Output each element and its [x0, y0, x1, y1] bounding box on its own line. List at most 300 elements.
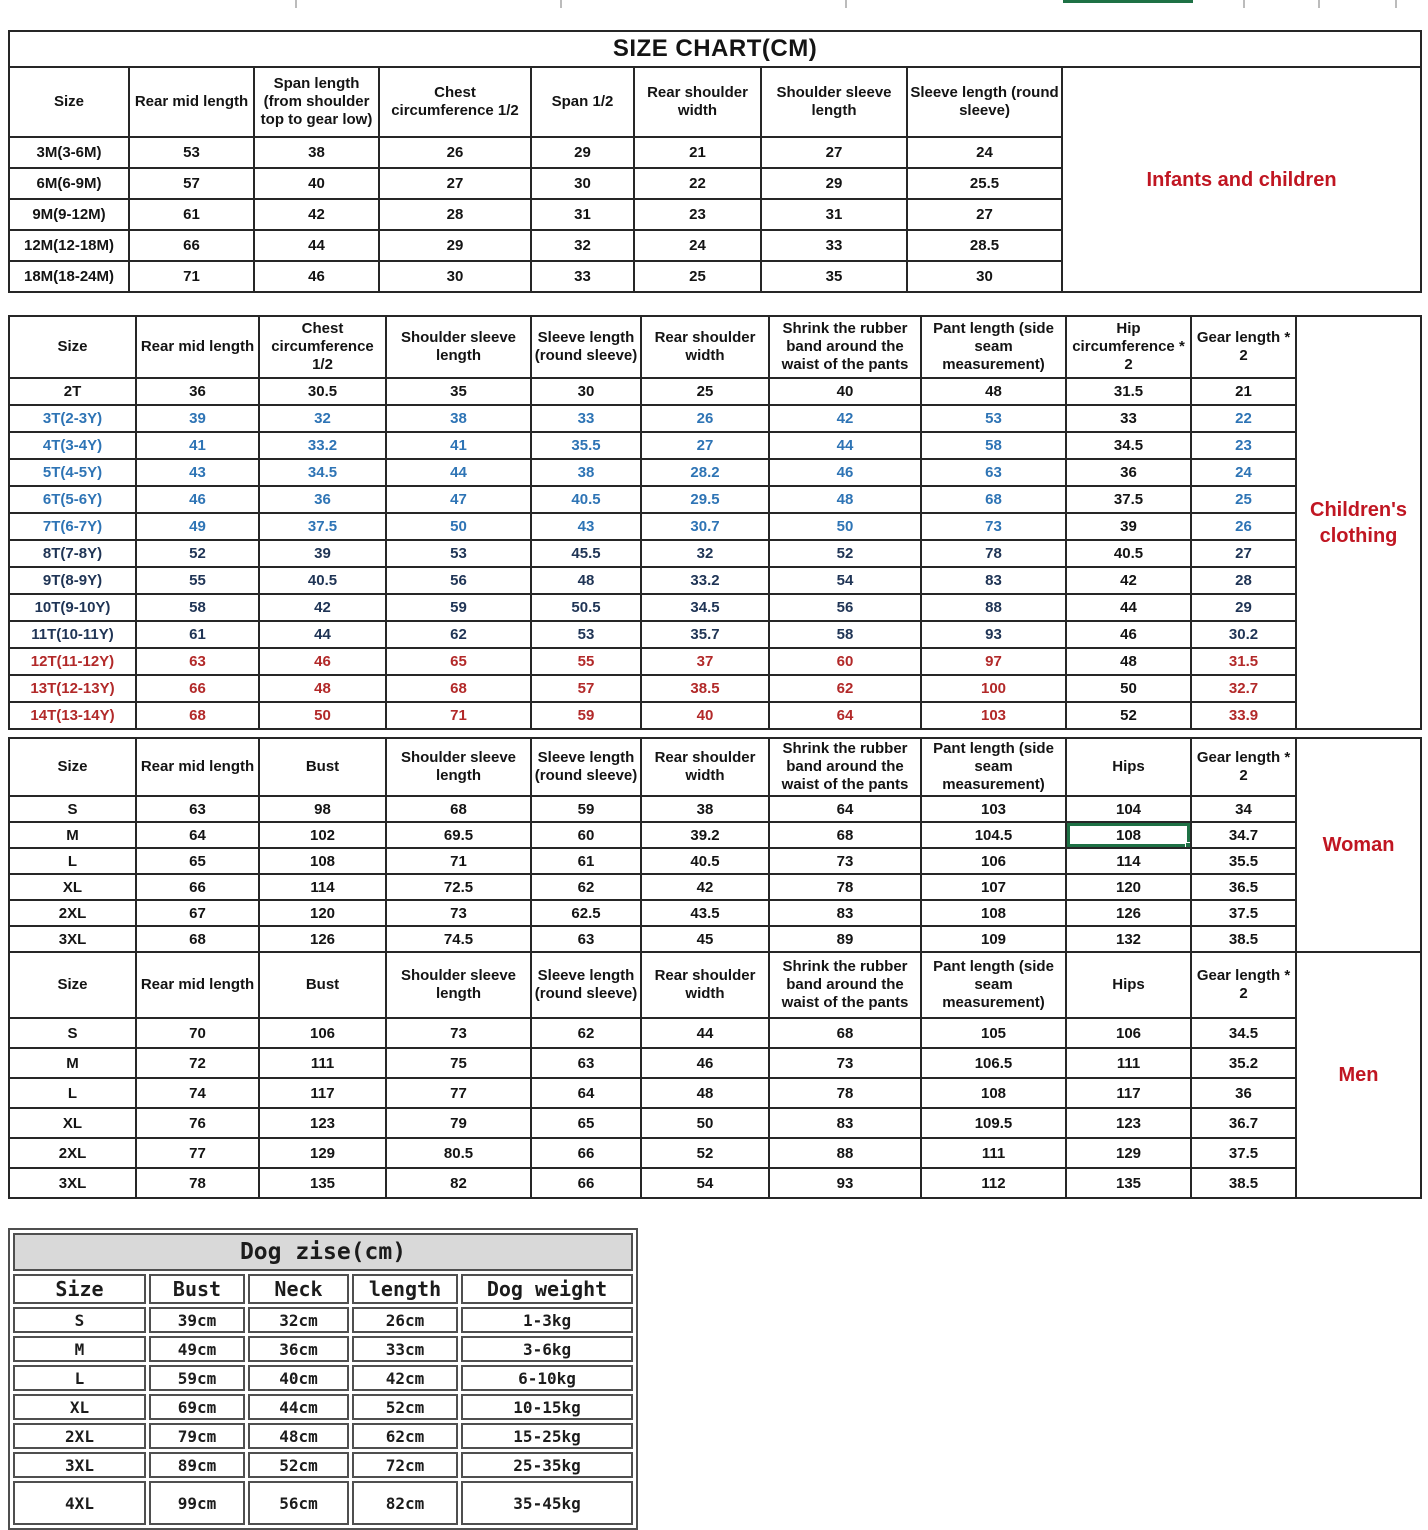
value-cell: 100 — [921, 675, 1066, 702]
value-cell: 135 — [259, 1168, 386, 1198]
value-cell: 78 — [769, 874, 921, 900]
value-cell: 98 — [259, 796, 386, 822]
column-header: Pant length (side seam measurement) — [921, 952, 1066, 1018]
value-cell: 26 — [641, 405, 769, 432]
value-cell: 28.2 — [641, 459, 769, 486]
value-cell: 44 — [1066, 594, 1191, 621]
table-row — [13, 1307, 633, 1333]
value-cell: 22 — [634, 168, 761, 199]
dog-size-table — [8, 1228, 638, 1530]
value-cell: 36.7 — [1191, 1108, 1296, 1138]
children-size-table — [8, 315, 1422, 730]
value-cell: 123 — [259, 1108, 386, 1138]
value-cell: 37.5 — [1191, 900, 1296, 926]
table-row — [9, 796, 1421, 822]
value-cell: 46 — [136, 486, 259, 513]
value-cell: 59 — [386, 594, 531, 621]
value-cell: 52 — [769, 540, 921, 567]
size-cell: S — [9, 796, 136, 822]
value-cell: 34 — [1191, 796, 1296, 822]
value-cell: 57 — [129, 168, 254, 199]
value-cell: 46 — [1066, 621, 1191, 648]
value-cell: 69cm — [149, 1394, 245, 1420]
value-cell: 74.5 — [386, 926, 531, 952]
value-cell: 104 — [1066, 796, 1191, 822]
value-cell: 58 — [136, 594, 259, 621]
gridline-tick — [1318, 0, 1320, 8]
size-cell: 6M(6-9M) — [9, 168, 129, 199]
value-cell: 58 — [769, 621, 921, 648]
size-cell: 13T(12-13Y) — [9, 675, 136, 702]
size-cell: XL — [9, 874, 136, 900]
value-cell: 73 — [769, 1048, 921, 1078]
value-cell: 43.5 — [641, 900, 769, 926]
size-cell: 18M(18-24M) — [9, 261, 129, 292]
size-cell: XL — [13, 1394, 146, 1420]
column-header: Gear length * 2 — [1191, 316, 1296, 378]
table-row — [9, 67, 1421, 137]
value-cell: 97 — [921, 648, 1066, 675]
value-cell: 63 — [531, 926, 641, 952]
value-cell: 46 — [254, 261, 379, 292]
value-cell: 50 — [641, 1108, 769, 1138]
value-cell: 109.5 — [921, 1108, 1066, 1138]
value-cell: 135 — [1066, 1168, 1191, 1198]
value-cell: 78 — [136, 1168, 259, 1198]
table-row — [13, 1336, 633, 1362]
size-cell: M — [13, 1336, 146, 1362]
column-header: Rear shoulder width — [641, 316, 769, 378]
value-cell: 111 — [1066, 1048, 1191, 1078]
children-size-table-container — [8, 315, 1422, 730]
dog-table-title: Dog zise(cm) — [13, 1233, 633, 1271]
column-header: Shrink the rubber band around the waist of the pants — [769, 952, 921, 1018]
category-label-children: Children's clothing — [1296, 316, 1421, 729]
value-cell: 71 — [386, 848, 531, 874]
table-row — [13, 1452, 633, 1478]
table-row — [9, 621, 1421, 648]
value-cell: 33 — [531, 261, 634, 292]
value-cell: 108 — [921, 1078, 1066, 1108]
size-cell: L — [9, 848, 136, 874]
value-cell: 48 — [921, 378, 1066, 405]
value-cell: 73 — [386, 1018, 531, 1048]
value-cell: 52cm — [352, 1394, 458, 1420]
value-cell: 48 — [1066, 648, 1191, 675]
value-cell: 68 — [386, 675, 531, 702]
value-cell: 48 — [531, 567, 641, 594]
value-cell: 30.2 — [1191, 621, 1296, 648]
value-cell: 112 — [921, 1168, 1066, 1198]
value-cell: 34.5 — [259, 459, 386, 486]
value-cell: 62cm — [352, 1423, 458, 1449]
value-cell: 68 — [136, 926, 259, 952]
value-cell: 43 — [531, 513, 641, 540]
value-cell: 65 — [136, 848, 259, 874]
size-cell: 9M(9-12M) — [9, 199, 129, 230]
value-cell: 42cm — [352, 1365, 458, 1391]
value-cell: 75 — [386, 1048, 531, 1078]
value-cell: 38.5 — [1191, 926, 1296, 952]
value-cell: 114 — [259, 874, 386, 900]
value-cell: 68 — [769, 1018, 921, 1048]
column-header: Bust — [259, 952, 386, 1018]
value-cell: 73 — [386, 900, 531, 926]
value-cell: 62 — [769, 675, 921, 702]
value-cell: 83 — [769, 1108, 921, 1138]
gridline-tick — [845, 0, 847, 8]
value-cell: 24 — [907, 137, 1062, 168]
value-cell: 27 — [1191, 540, 1296, 567]
table-row — [13, 1365, 633, 1391]
column-header: length — [352, 1274, 458, 1304]
value-cell: 33 — [761, 230, 907, 261]
value-cell: 44cm — [248, 1394, 349, 1420]
value-cell: 57 — [531, 675, 641, 702]
value-cell: 89 — [769, 926, 921, 952]
value-cell: 68 — [386, 796, 531, 822]
value-cell: 88 — [769, 1138, 921, 1168]
value-cell: 31.5 — [1066, 378, 1191, 405]
value-cell: 6-10kg — [461, 1365, 633, 1391]
value-cell: 129 — [259, 1138, 386, 1168]
value-cell: 35.7 — [641, 621, 769, 648]
table-row — [9, 594, 1421, 621]
value-cell: 66 — [136, 675, 259, 702]
size-cell: 2XL — [9, 900, 136, 926]
column-header: Gear length * 2 — [1191, 738, 1296, 796]
value-cell: 35.5 — [1191, 848, 1296, 874]
value-cell: 108 — [259, 848, 386, 874]
value-cell: 99cm — [149, 1481, 245, 1525]
value-cell: 30 — [531, 378, 641, 405]
value-cell: 59 — [531, 796, 641, 822]
column-header: Neck — [248, 1274, 349, 1304]
value-cell: 63 — [136, 648, 259, 675]
value-cell: 3-6kg — [461, 1336, 633, 1362]
value-cell: 42 — [641, 874, 769, 900]
dog-size-table-container — [8, 1228, 638, 1530]
value-cell: 15-25kg — [461, 1423, 633, 1449]
value-cell: 52 — [136, 540, 259, 567]
column-header: Chest circumference 1/2 — [379, 67, 531, 137]
value-cell: 65 — [386, 648, 531, 675]
value-cell: 33.2 — [641, 567, 769, 594]
table-row — [9, 1048, 1421, 1078]
gridline-tick — [1243, 0, 1245, 8]
column-header: Rear mid length — [136, 952, 259, 1018]
value-cell: 40 — [254, 168, 379, 199]
column-header: Shoulder sleeve length — [386, 316, 531, 378]
value-cell: 38.5 — [641, 675, 769, 702]
value-cell: 36.5 — [1191, 874, 1296, 900]
size-cell: 3M(3-6M) — [9, 137, 129, 168]
table-row — [9, 1138, 1421, 1168]
value-cell: 89cm — [149, 1452, 245, 1478]
column-header: Shoulder sleeve length — [386, 952, 531, 1018]
column-header: Size — [9, 738, 136, 796]
value-cell: 30 — [907, 261, 1062, 292]
column-header: Size — [9, 316, 136, 378]
value-cell: 62 — [531, 1018, 641, 1048]
gridline-tick — [295, 0, 297, 8]
column-header: Pant length (side seam measurement) — [921, 738, 1066, 796]
column-header: Dog weight — [461, 1274, 633, 1304]
value-cell: 73 — [769, 848, 921, 874]
value-cell: 79 — [386, 1108, 531, 1138]
size-cell: 10T(9-10Y) — [9, 594, 136, 621]
table-row — [9, 378, 1421, 405]
value-cell: 25 — [634, 261, 761, 292]
value-cell: 52 — [641, 1138, 769, 1168]
value-cell: 45 — [641, 926, 769, 952]
table-row — [9, 648, 1421, 675]
value-cell: 83 — [769, 900, 921, 926]
category-label-men: Men — [1296, 952, 1421, 1198]
value-cell: 24 — [634, 230, 761, 261]
value-cell: 82cm — [352, 1481, 458, 1525]
value-cell: 39cm — [149, 1307, 245, 1333]
gridline-tick — [1395, 0, 1397, 8]
value-cell: 44 — [769, 432, 921, 459]
value-cell: 31.5 — [1191, 648, 1296, 675]
value-cell: 66 — [136, 874, 259, 900]
value-cell: 108 — [921, 900, 1066, 926]
value-cell: 60 — [769, 648, 921, 675]
value-cell: 50.5 — [531, 594, 641, 621]
value-cell: 132 — [1066, 926, 1191, 952]
value-cell: 82 — [386, 1168, 531, 1198]
column-header: Rear shoulder width — [641, 738, 769, 796]
column-header: Hip circumference * 2 — [1066, 316, 1191, 378]
value-cell: 105 — [921, 1018, 1066, 1048]
value-cell: 71 — [129, 261, 254, 292]
adult-size-table — [8, 737, 1422, 1199]
size-cell: 3XL — [9, 926, 136, 952]
selection-gridline-artifact — [1063, 0, 1193, 3]
value-cell: 68 — [769, 822, 921, 848]
table-row — [9, 1168, 1421, 1198]
value-cell: 44 — [386, 459, 531, 486]
value-cell: 37 — [641, 648, 769, 675]
value-cell: 109 — [921, 926, 1066, 952]
column-header: Bust — [149, 1274, 245, 1304]
value-cell: 79cm — [149, 1423, 245, 1449]
value-cell: 25.5 — [907, 168, 1062, 199]
value-cell: 48 — [769, 486, 921, 513]
value-cell: 29.5 — [641, 486, 769, 513]
column-header: Rear shoulder width — [641, 952, 769, 1018]
value-cell: 30 — [531, 168, 634, 199]
value-cell: 35.5 — [531, 432, 641, 459]
value-cell: 37.5 — [1191, 1138, 1296, 1168]
value-cell: 126 — [259, 926, 386, 952]
value-cell: 88 — [921, 594, 1066, 621]
value-cell: 23 — [634, 199, 761, 230]
value-cell: 117 — [1066, 1078, 1191, 1108]
table-row — [9, 1108, 1421, 1138]
value-cell: 41 — [386, 432, 531, 459]
size-cell: 3XL — [13, 1452, 146, 1478]
size-cell: S — [13, 1307, 146, 1333]
value-cell: 93 — [921, 621, 1066, 648]
column-header: Hips — [1066, 952, 1191, 1018]
value-cell: 70 — [136, 1018, 259, 1048]
value-cell: 39 — [259, 540, 386, 567]
value-cell: 80.5 — [386, 1138, 531, 1168]
value-cell: 34.5 — [1066, 432, 1191, 459]
value-cell: 65 — [531, 1108, 641, 1138]
value-cell: 106 — [921, 848, 1066, 874]
value-cell: 45.5 — [531, 540, 641, 567]
value-cell: 35 — [761, 261, 907, 292]
size-cell: 7T(6-7Y) — [9, 513, 136, 540]
value-cell: 106.5 — [921, 1048, 1066, 1078]
column-header: Pant length (side seam measurement) — [921, 316, 1066, 378]
column-header: Shrink the rubber band around the waist of the pants — [769, 316, 921, 378]
value-cell: 27 — [641, 432, 769, 459]
table-row — [9, 952, 1421, 1018]
value-cell: 31 — [761, 199, 907, 230]
table-row — [9, 822, 1421, 848]
column-header: Bust — [259, 738, 386, 796]
infants-size-table-container — [8, 30, 1422, 293]
table-row — [9, 31, 1421, 67]
value-cell: 36 — [1066, 459, 1191, 486]
value-cell: 48 — [641, 1078, 769, 1108]
value-cell: 55 — [136, 567, 259, 594]
value-cell: 30.5 — [259, 378, 386, 405]
value-cell: 33 — [1066, 405, 1191, 432]
value-cell: 40cm — [248, 1365, 349, 1391]
value-cell: 102 — [259, 822, 386, 848]
value-cell: 34.7 — [1191, 822, 1296, 848]
table-row — [13, 1233, 633, 1271]
value-cell: 46 — [641, 1048, 769, 1078]
table-row — [9, 405, 1421, 432]
size-cell: 12M(12-18M) — [9, 230, 129, 261]
value-cell: 72.5 — [386, 874, 531, 900]
column-header: Size — [9, 67, 129, 137]
selected-cell: 108 — [1066, 822, 1191, 848]
column-header: Gear length * 2 — [1191, 952, 1296, 1018]
value-cell: 27 — [379, 168, 531, 199]
value-cell: 27 — [761, 137, 907, 168]
size-cell: 2XL — [13, 1423, 146, 1449]
category-label-woman: Woman — [1296, 738, 1421, 952]
value-cell: 66 — [531, 1138, 641, 1168]
infants-size-table — [8, 30, 1422, 293]
value-cell: 43 — [136, 459, 259, 486]
value-cell: 42 — [259, 594, 386, 621]
value-cell: 49 — [136, 513, 259, 540]
value-cell: 106 — [1066, 1018, 1191, 1048]
value-cell: 48 — [259, 675, 386, 702]
value-cell: 111 — [921, 1138, 1066, 1168]
value-cell: 22 — [1191, 405, 1296, 432]
value-cell: 29 — [761, 168, 907, 199]
value-cell: 36 — [259, 486, 386, 513]
category-label-infants: Infants and children — [1062, 67, 1421, 292]
table-row — [9, 1078, 1421, 1108]
value-cell: 36 — [136, 378, 259, 405]
value-cell: 66 — [129, 230, 254, 261]
value-cell: 63 — [531, 1048, 641, 1078]
value-cell: 34.5 — [641, 594, 769, 621]
table-row — [9, 1018, 1421, 1048]
size-cell: 3T(2-3Y) — [9, 405, 136, 432]
value-cell: 63 — [921, 459, 1066, 486]
value-cell: 39 — [1066, 513, 1191, 540]
value-cell: 40.5 — [1066, 540, 1191, 567]
value-cell: 25-35kg — [461, 1452, 633, 1478]
value-cell: 27 — [907, 199, 1062, 230]
table-row — [9, 675, 1421, 702]
value-cell: 73 — [921, 513, 1066, 540]
value-cell: 93 — [769, 1168, 921, 1198]
value-cell: 53 — [386, 540, 531, 567]
column-header: Rear mid length — [129, 67, 254, 137]
column-header: Sleeve length (round sleeve) — [907, 67, 1062, 137]
value-cell: 37.5 — [1066, 486, 1191, 513]
table-row — [9, 540, 1421, 567]
size-chart-title: SIZE CHART(CM) — [9, 31, 1421, 67]
value-cell: 107 — [921, 874, 1066, 900]
column-header: Shoulder sleeve length — [761, 67, 907, 137]
value-cell: 32 — [259, 405, 386, 432]
column-header: Sleeve length (round sleeve) — [531, 952, 641, 1018]
value-cell: 117 — [259, 1078, 386, 1108]
value-cell: 40 — [641, 702, 769, 729]
value-cell: 26cm — [352, 1307, 458, 1333]
value-cell: 26 — [1191, 513, 1296, 540]
column-header: Size — [9, 952, 136, 1018]
column-header: Span 1/2 — [531, 67, 634, 137]
value-cell: 61 — [531, 848, 641, 874]
value-cell: 21 — [634, 137, 761, 168]
value-cell: 62.5 — [531, 900, 641, 926]
value-cell: 10-15kg — [461, 1394, 633, 1420]
value-cell: 1-3kg — [461, 1307, 633, 1333]
value-cell: 38 — [641, 796, 769, 822]
size-cell: M — [9, 1048, 136, 1078]
value-cell: 39 — [136, 405, 259, 432]
value-cell: 24 — [1191, 459, 1296, 486]
value-cell: 111 — [259, 1048, 386, 1078]
value-cell: 29 — [531, 137, 634, 168]
value-cell: 56cm — [248, 1481, 349, 1525]
value-cell: 56 — [386, 567, 531, 594]
value-cell: 59 — [531, 702, 641, 729]
table-row — [9, 316, 1421, 378]
value-cell: 63 — [136, 796, 259, 822]
value-cell: 42 — [769, 405, 921, 432]
value-cell: 53 — [129, 137, 254, 168]
value-cell: 50 — [386, 513, 531, 540]
value-cell: 120 — [1066, 874, 1191, 900]
size-cell: 14T(13-14Y) — [9, 702, 136, 729]
size-cell: M — [9, 822, 136, 848]
value-cell: 64 — [136, 822, 259, 848]
value-cell: 54 — [769, 567, 921, 594]
size-cell: 8T(7-8Y) — [9, 540, 136, 567]
value-cell: 33.2 — [259, 432, 386, 459]
value-cell: 21 — [1191, 378, 1296, 405]
table-row — [9, 900, 1421, 926]
value-cell: 61 — [136, 621, 259, 648]
value-cell: 129 — [1066, 1138, 1191, 1168]
value-cell: 72 — [136, 1048, 259, 1078]
